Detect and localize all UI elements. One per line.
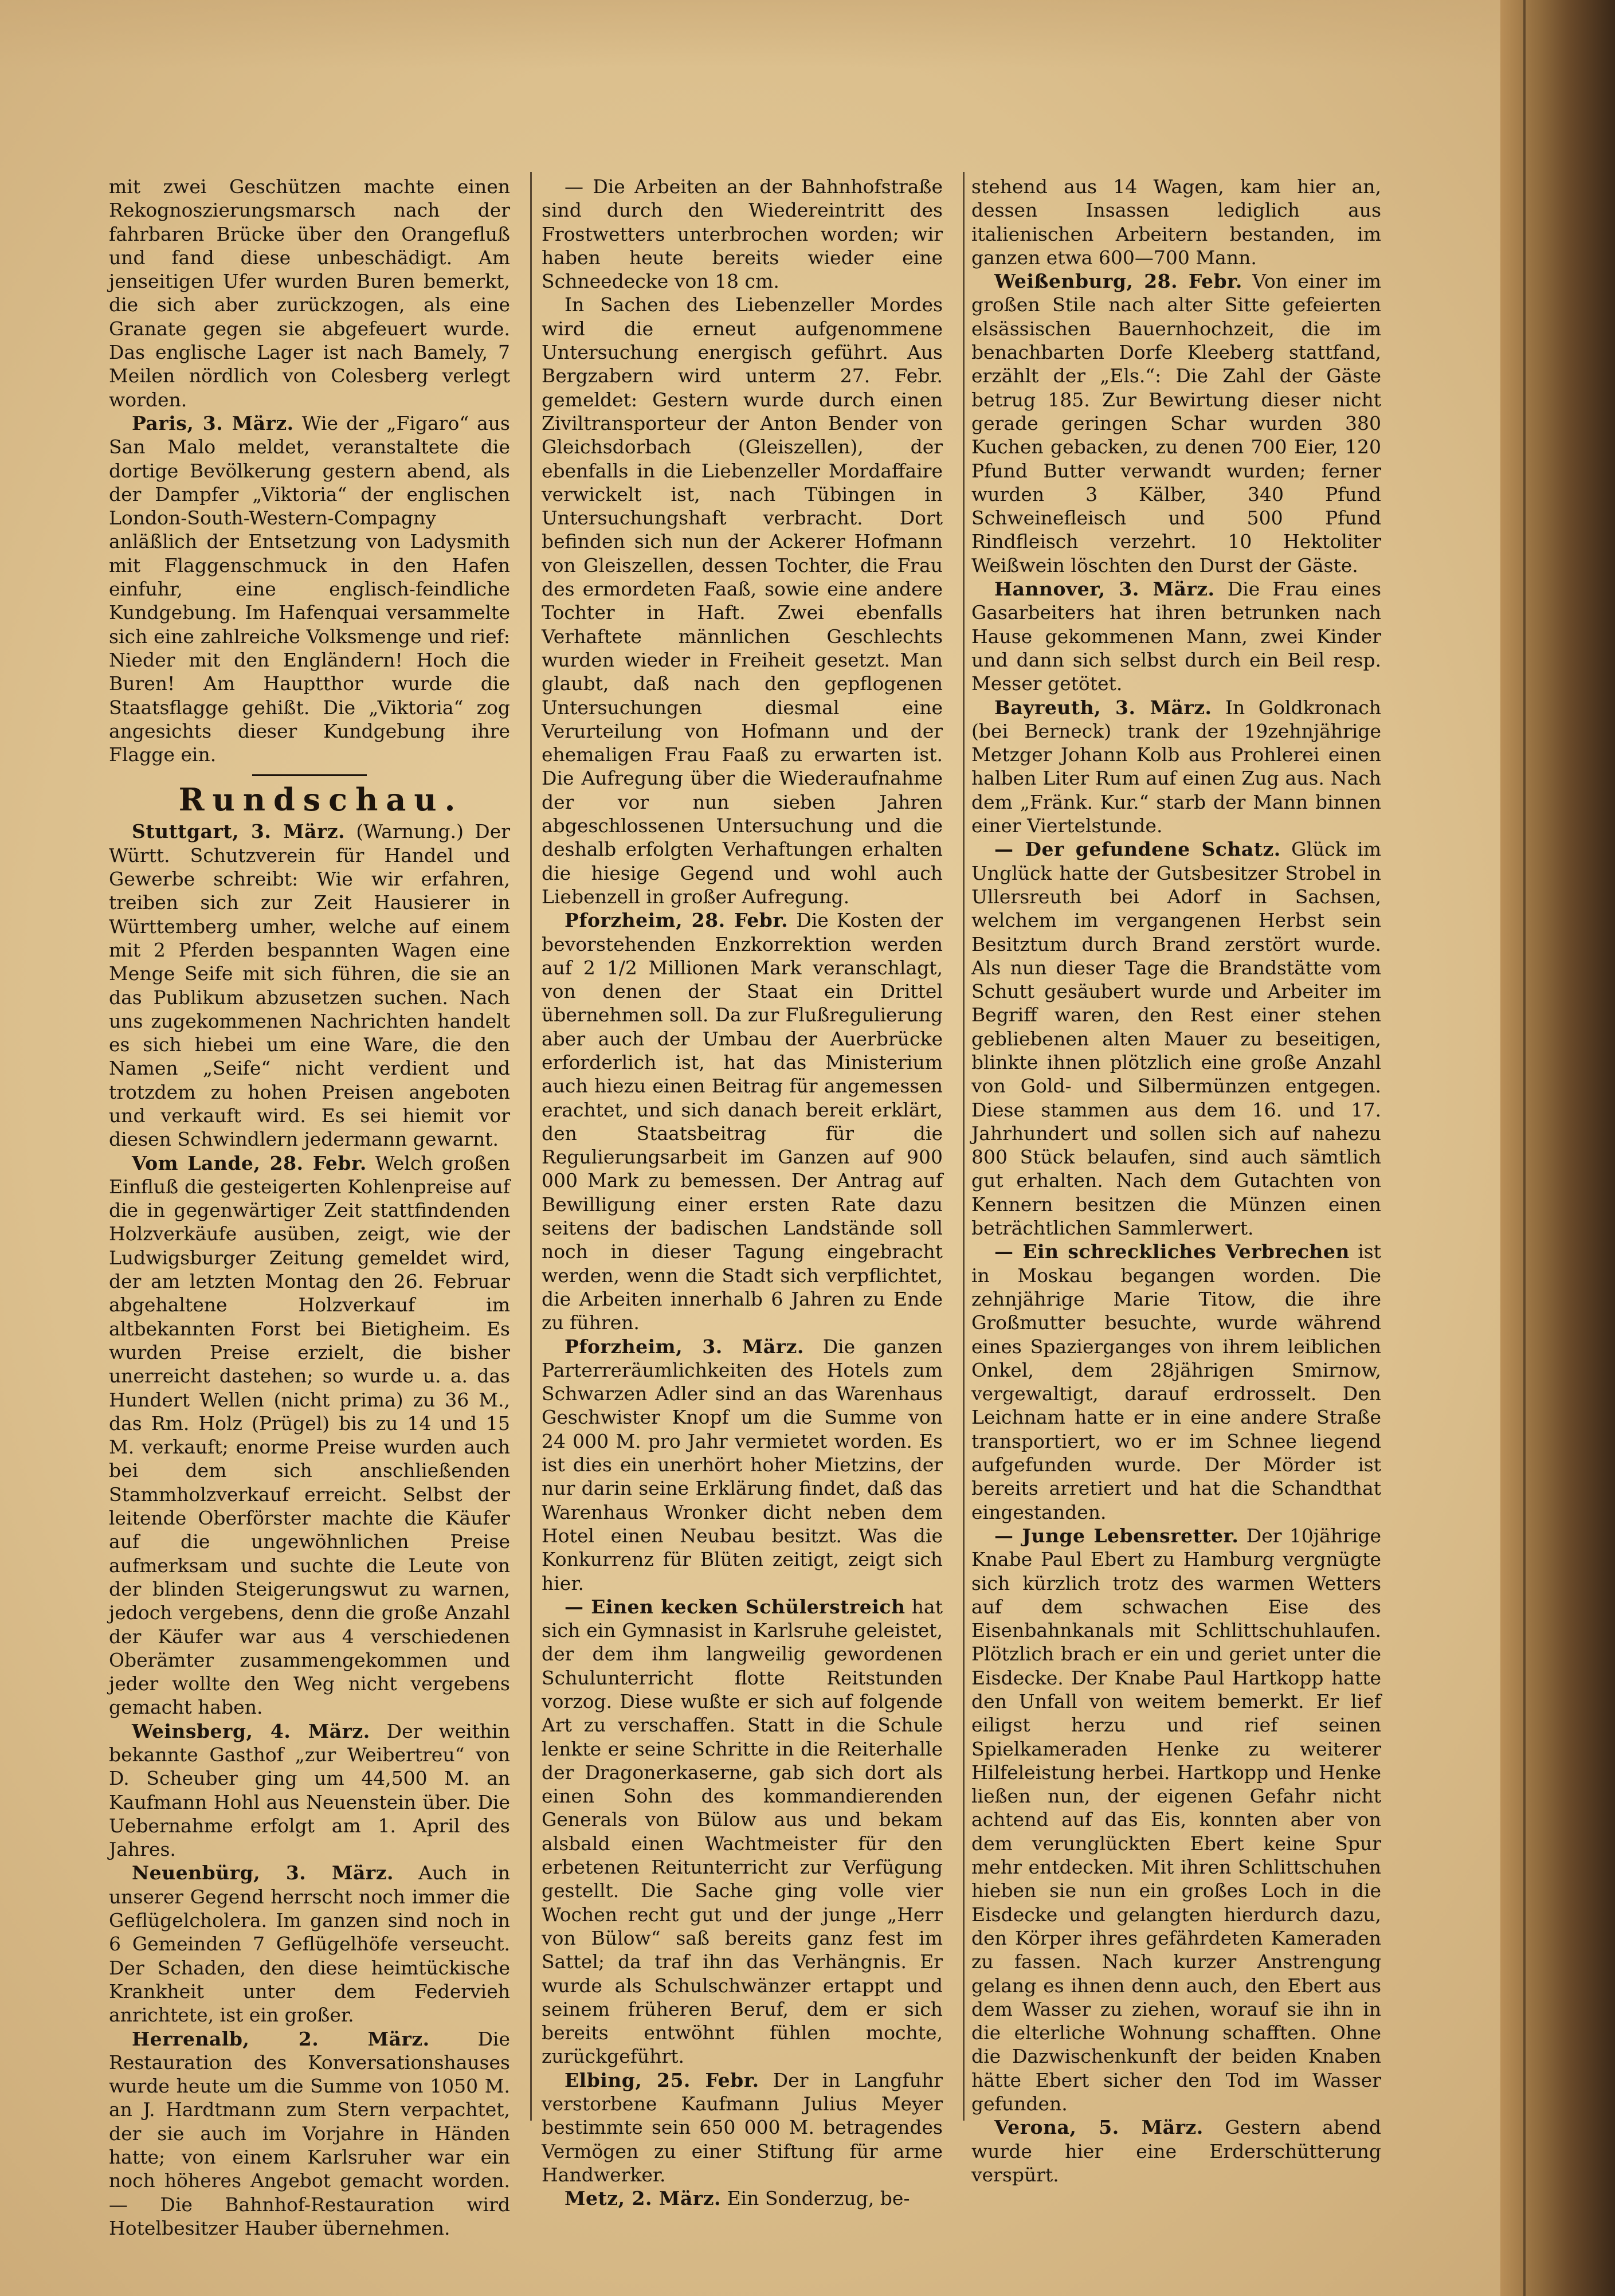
article-schatz: — Der gefundene Schatz. Glück im Unglück hatte der Gutsbesitzer Strobel in Ullersreuth bei Adorf in Sachsen, welchem im vergangenen Herbst sein Besitztum durch Brand zerstört wurde. Als nun dieser Tage die Brandstätte vom Schutt gesäubert wurde und Arbeiter im Begriff waren, den Rest einer stehen gebliebenen alten Mauer zu beseitigen, blinkte ihnen plötzlich eine große Anzahl von Gold- und Silbermünzen entgegen. Diese stammen aus dem 16. und 17. Jahrhundert und sollen sich auf nahezu 800 Stück belaufen, sind auch sämtlich gut erhalten. Nach dem Gutachten von Kennern besitzen die Münzen einen beträchtlichen Sammlerwert. — [971, 838, 1382, 1240]
separator-rule — [252, 774, 367, 776]
dateline: Stuttgart, 3. März. — [132, 820, 346, 843]
article-liebenzell-murder: In Sachen des Liebenzeller Mordes wird die erneut aufgenommene Untersuchung energisch geführt. Aus Bergzabern wird unterm 27. Febr. gemeldet: Gestern wurde durch einen Ziviltransporteur der Anton Bender von Gleichsdorbach (Gleiszellen), der ebenfalls in die Liebenzeller Mordaffaire verwickelt ist, nach Tübingen in Untersuchungshaft verbracht. Dort befinden sich nun der Ackerer Hofmann von Gleiszellen, dessen Tochter, die Frau des ermordeten Faaß, sowie eine andere Tochter in Haft. Zwei ebenfalls Verhaftete männlichen Geschlechts wurden wieder in Freiheit gesetzt. Man glaubt, daß nach den gepflogenen Untersuchungen diesmal eine Verurteilung von Hofmann und der ehemaligen Frau Faaß zu erwarten ist. Die Aufregung über die Wiederaufnahme der vor nun sieben Jahren abgeschlossenen Untersuchung und die deshalb erfolgten Verhaftungen erhalten die hiesige Gegend und wohl auch Liebenzell in großer Aufregung. — [542, 293, 943, 908]
article-lebensretter: — Junge Lebensretter. Der 10jährige Knabe Paul Ebert zu Hamburg vergnügte sich kürzlich trotz des warmen Wetters auf dem schwachen Eise des Eisenbahnkanals mit Schlittschuhlaufen. Plötzlich brach er ein und geriet unter die Eisdecke. Der Knabe Paul Hartkopp hatte den Unfall von weitem bemerkt. Er lief eiligst herzu und rief seinen Spielkameraden Henke zu weiterer Hilfeleistung herbei. Hartkopp und Henke ließen nun, der eigenen Gefahr nicht achtend auf das Eis, konnten aber von dem verunglückten Ebert keine Spur mehr entdecken. Mit ihren Schlittschuhen hieben sie nun ein großes Loch in die Eisdecke und gelangten hierdurch dazu, den Körper ihres gefährdeten Kameraden zu fassen. Nach kurzer Anstrengung gelang es ihnen denn auch, den Ebert aus dem Wasser zu ziehen, worauf sie ihn in die elterliche Wohnung schafften. Ohne die Dazwischenkunft der beiden Knaben hätte Ebert sicher den Tod im Wasser gefunden. — [971, 1524, 1381, 2115]
article-neuenbuerg: Neuenbürg, 3. März. Auch in unserer Gegend herrscht noch immer die Geflügelcholera. Im ganzen sind noch in 6 Gemeinden 7 Geflügelhöfe verseucht. Der Schaden, den diese heimtückische Krankheit unter dem Federvieh anrichtete, ist ein großer. — [109, 1862, 510, 2027]
article-bahnhofstrasse: — Die Arbeiten an der Bahnhofstraße sind durch den Wiedereintritt des Frostwetters unterbrochen worden; wir haben heute bereits wieder eine Schneedecke von 18 cm. — [542, 175, 943, 293]
article-vom-lande: Vom Lande, 28. Febr. Welch großen Einfluß die gesteigerten Kohlenpreise auf die in gegenwärtiger Zeit stattfindenden Holzverkäufe ausüben, zeigt, wie der Ludwigsburger Zeitung gemeldet wird, der am letzten Montag den 26. Februar abgehaltene Holzverkauf im altbekannten Forst bei Bietigheim. Es wurden Preise erzielt, die bisher unerreicht dastehen; so wurde u. a. das Hundert Wellen (nicht prima) zu 36 M., das Rm. Holz (Prügel) bis zu 14 und 15 M. verkauft; enorme Preise wurden auch bei dem sich anschließenden Stammholzverkauf erreicht. Selbst der leitende Oberförster machte die Käufer auf die ungewöhnlichen Preise aufmerksam und suchte die Leute von der blinden Steigerungswut zu warnen, jedoch vergebens, denn die große Anzahl der Käufer war aus 4 verschiedenen Oberämter zusammengekommen und jeder wollte den Weg nicht vergebens gemacht haben. — [109, 1151, 510, 1719]
article-bayreuth: Bayreuth, 3. März. In Goldkronach (bei Berneck) trank der 19zehnjährige Metzger Johann Kolb aus Prohlerei einen halben Liter Rum auf einen Zug aus. Nach dem „Fränk. Kur.“ starb der Mann binnen einer Viertelstunde. — [971, 696, 1381, 837]
dateline: Hannover, 3. März. — [994, 578, 1215, 601]
article-paris: Paris, 3. März. Wie der „Figaro“ aus San Malo meldet, veranstaltete die dortige Bevölkerung gestern abend, als der Dampfer „Viktoria“ der englischen London-South-Western-Compagny anläßlich der Entsetzung von Ladysmith mit Flaggenschmuck in den Hafen einfuhr, eine englisch-feindliche Kundgebung. Im Hafenquai versammelte sich eine zahlreiche Volksmenge und rief: Nieder mit den Engländern! Hoch die Buren! Am Hauptthor wurde die Staatsflagge gehißt. Die „Viktoria“ zog angesichts dieser Kundgebung ihre Flagge ein. — [109, 412, 510, 766]
dateline: Pforzheim, 28. Febr. — [565, 909, 789, 932]
article-verbrechen: — Ein schreckliches Verbrechen ist in Moskau begangen worden. Die zehnjährige Marie Titow, die ihre Großmutter besuchte, wurde während eines Spazierganges von ihrem leiblichen Onkel, dem 28jährigen Smirnow, vergewaltigt, darauf erdrosselt. Den Leichnam hatte er in eine andere Straße transportiert, wo er im Schnee liegend aufgefunden wurde. Der Mörder ist bereits arretiert und hat die Schandthat eingestanden. — [971, 1240, 1382, 1523]
article-boer-reconnaissance: mit zwei Geschützen machte einen Rekognoszierungsmarsch nach der fahrbaren Brücke über den Orangefluß und fand diese unbeschädigt. Am jenseitigen Ufer wurden Buren bemerkt, die sich aber zurückzogen, als eine Granate gegen sie abgefeuert wurde. Das englische Lager ist nach Bamely, 7 Meilen nördlich von Colesberg verlegt worden. — [109, 175, 510, 411]
column-3 — [971, 175, 1382, 2186]
dateline: Bayreuth, 3. März. — [994, 696, 1212, 719]
column-1 — [109, 175, 510, 2239]
article-verona: Verona, 5. März. Gestern abend wurde hier eine Erderschütterung verspürt. — [971, 2116, 1381, 2186]
article-weissenburg: Weißenburg, 28. Febr. Von einer im großen Stile nach alter Sitte gefeierten elsässischen Bauernhochzeit, die im benachbarten Dorfe Kleeberg stattfand, erzählt der „Els.“: Die Zahl der Gäste betrug 185. Zur Bewirtung dieser nicht gerade geringen Schar wurden 380 Kuchen gebacken, zu denen 700 Eier, 120 Pfund Butter verwandt wurden; ferner wurden 3 Kälber, 340 Pfund Schweinefleisch und 500 Pfund Rindfleisch verzehrt. 10 Hektoliter Weißwein löschten den Durst der Gäste. — [971, 270, 1381, 577]
dateline: Weinsberg, 4. März. — [132, 1719, 370, 1742]
article-stuttgart: Stuttgart, 3. März. (Warnung.) Der Württ. Schutzverein für Handel und Gewerbe schreibt: Wie wir erfahren, treiben sich zur Zeit Hausierer in Württemberg umher, welche auf einem mit 2 Pferden bespannten Wagen eine Menge Seife mit sich führen, die sie an das Publikum abzusetzen suchen. Nach uns zugekommenen Nachrichten handelt es sich hiebei um eine Ware, die den Namen „Seife“ nicht verdient und trotzdem zu hohen Preisen angeboten und verkauft wird. Es sei hiemit vor diesen Schwindlern jedermann gewarnt. — [109, 820, 510, 1151]
dateline: Neuenbürg, 3. März. — [132, 1862, 394, 1884]
article-pforzheim-enz: Pforzheim, 28. Febr. Die Kosten der bevorstehenden Enzkorrektion werden auf 2 1/2 Millionen Mark veranschlagt, von denen der Staat ein Drittel übernehmen soll. Da zur Flußregulierung aber auch der Umbau der Auerbrücke erforderlich ist, hat das Ministerium auch hiezu einen Beitrag für angemessen erachtet, und sich danach bereit erklärt, den Staatsbeitrag für die Regulierungsarbeit im Ganzen auf 900 000 Mark zu bemessen. Der Antrag auf Bewilligung einer ersten Rate dazu seitens der badischen Landstände soll noch in dieser Tagung eingebracht werden, wenn die Stadt sich verpflichtet, die Arbeiten innerhalb 6 Jahren zu Ende zu führen. — [542, 909, 943, 1334]
article-metz-cont: stehend aus 14 Wagen, kam hier an, dessen Insassen lediglich aus italienischen Arbeitern bestanden, im ganzen etwa 600—700 Mann. — [971, 175, 1381, 269]
headline: — Junge Lebensretter. — [994, 1524, 1239, 1547]
dateline: Verona, 5. März. — [994, 2116, 1204, 2139]
section-heading: Rundschau. — [178, 781, 464, 818]
book-binding — [1500, 0, 1615, 2296]
dateline: Weißenburg, 28. Febr. — [994, 270, 1242, 293]
dateline: Pforzheim, 3. März. — [565, 1335, 804, 1358]
column-rule — [963, 172, 965, 2121]
article-pforzheim-hotel: Pforzheim, 3. März. Die ganzen Parterreräumlichkeiten des Hotels zum Schwarzen Adler sind an das Warenhaus Geschwister Knopf um die Summe von 24 000 M. pro Jahr vermietet worden. Es ist dies ein unerhört hoher Mietzins, der nur darin seine Erklärung findet, daß das Warenhaus Wronker dicht neben dem Hotel einen Neubau besitzt. Was die Konkurrenz für Blüten zeitigt, zeigt sich hier. — [542, 1335, 943, 1594]
dateline: Paris, 3. März. — [132, 412, 294, 434]
page-shading — [0, 0, 1615, 69]
dateline: Elbing, 25. Febr. — [565, 2068, 759, 2091]
headline: — Ein schreckliches Verbrechen — [994, 1240, 1350, 1263]
column-2 — [542, 175, 943, 2210]
article-elbing: Elbing, 25. Febr. Der in Langfuhr verstorbene Kaufmann Julius Meyer bestimmte sein 650 000 M. betragendes Vermögen zu einer Stiftung für arme Handwerker. — [542, 2068, 943, 2186]
article-schuelerstreich: — Einen kecken Schülerstreich hat sich ein Gymnasist in Karlsruhe geleistet, der dem ihm langweilig gewordenen Schulunterricht flotte Reitstunden vorzog. Diese wußte er sich auf folgende Art zu verschaffen. Statt in die Schule lenkte er seine Schritte in die Reiterhalle der Dragonerkaserne, gab sich dort als einen Sohn des kommandierenden Generals von Bülow aus und bekam alsbald einen Wachtmeister für den erbetenen Reitunterricht zur Verfügung gestellt. Die Sache ging volle vier Wochen recht gut und der junge „Herr von Bülow“ saß bereits ganz fest im Sattel; da traf ihn das Verhängnis. Er wurde als Schulschwänzer ertappt und seinem früheren Beruf, dem er sich bereits entwöhnt fühlen mochte, zurückgeführt. — [542, 1595, 943, 2068]
article-weinsberg: Weinsberg, 4. März. Der weithin bekannte Gasthof „zur Weibertreu“ von D. Scheuber ging um 44,500 M. an Kaufmann Hohl aus Neuenstein über. Die Uebernahme erfolgt am 1. April des Jahres. — [109, 1719, 510, 1861]
dateline: Vom Lande, 28. Febr. — [132, 1151, 367, 1174]
article-hannover: Hannover, 3. März. Die Frau eines Gasarbeiters hat ihren betrunken nach Hause gekommenen Mann, zwei Kinder und dann sich selbst durch ein Beil resp. Messer getötet. — [971, 578, 1382, 695]
dateline: Herrenalb, 2. März. — [132, 2027, 430, 2050]
headline: — Der gefundene Schatz. — [994, 838, 1281, 861]
article-herrenalb: Herrenalb, 2. März. Die Restauration des Konversationshauses wurde heute um die Summe von 1050 M. an J. Hardtmann zum Stern verpachtet, der sie auch im Vorjahre in Händen hatte; von einem Karlsruher war ein noch höheres Angebot gemacht worden. — Die Bahnhof-Restauration wird Hotelbesitzer Hauber übernehmen. — [109, 2027, 510, 2239]
article-metz: Metz, 2. März. Ein Sonderzug, be- — [565, 2187, 910, 2210]
headline: — Einen kecken Schülerstreich — [565, 1595, 906, 1618]
dateline: Metz, 2. März. — [565, 2187, 721, 2210]
column-rule — [530, 172, 532, 2121]
